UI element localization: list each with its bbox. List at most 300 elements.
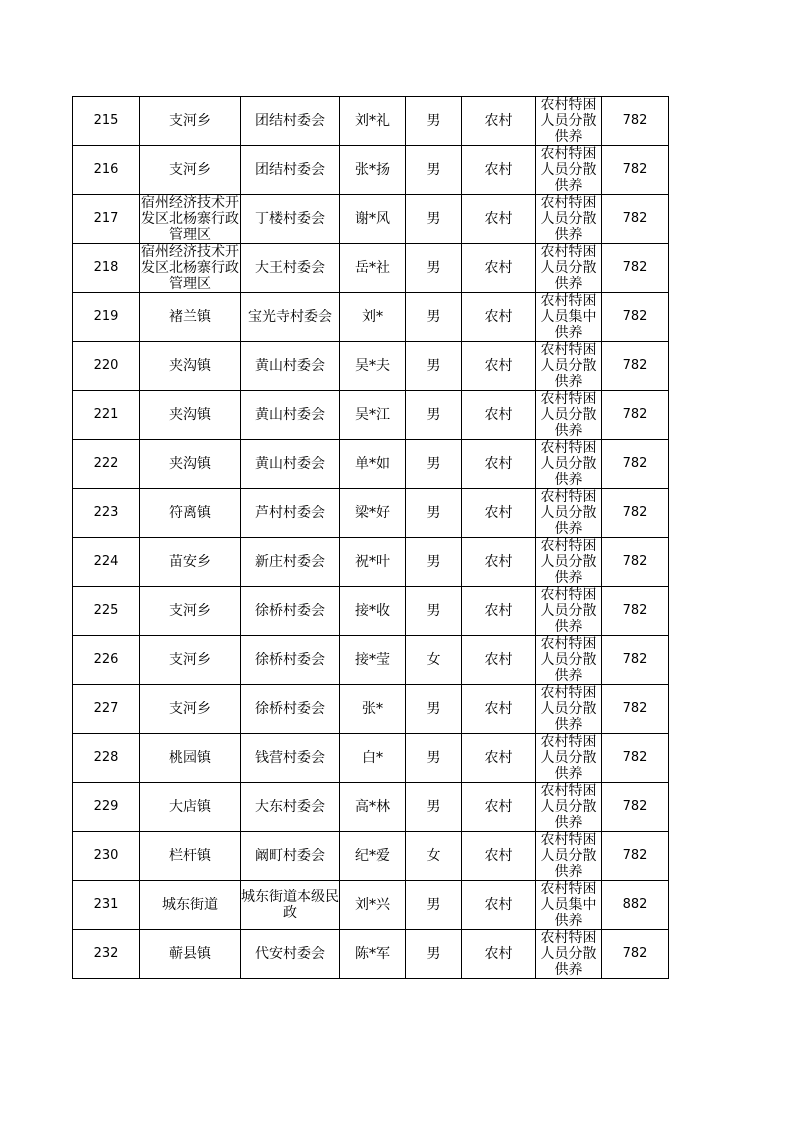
person-name-cell: [340, 440, 406, 489]
residence-type-cell-text: 农村: [484, 113, 513, 129]
gender-cell-text: 男: [426, 750, 441, 766]
village-committee-cell: [241, 293, 340, 342]
serial-number-cell-text: 221: [93, 407, 119, 422]
support-category-cell-text: 农村特困人员集中供养: [540, 293, 597, 341]
support-category-cell: [536, 783, 602, 832]
amount-cell: [602, 97, 669, 146]
support-category-cell-text: 农村特困人员分散供养: [540, 489, 597, 537]
person-name-cell-text: 接*收: [355, 603, 390, 619]
village-committee-cell-text: 大王村委会: [255, 260, 325, 276]
township-cell: [140, 195, 241, 244]
village-committee-cell: [241, 685, 340, 734]
amount-cell: [602, 146, 669, 195]
gender-cell: [406, 342, 462, 391]
serial-number-cell: [73, 685, 140, 734]
residence-type-cell: [462, 342, 536, 391]
amount-cell: [602, 881, 669, 930]
gender-cell: [406, 832, 462, 881]
serial-number-cell-text: 220: [93, 358, 119, 373]
serial-number-cell-text: 222: [93, 456, 119, 471]
village-committee-cell-text: 新庄村委会: [255, 554, 325, 570]
person-name-cell: [340, 146, 406, 195]
support-category-cell: [536, 636, 602, 685]
serial-number-cell-text: 230: [93, 848, 119, 863]
amount-cell: [602, 636, 669, 685]
village-committee-cell: [241, 636, 340, 685]
support-category-cell-text: 农村特困人员分散供养: [540, 342, 597, 390]
support-category-cell: [536, 734, 602, 783]
township-cell-text: 支河乡: [169, 701, 211, 717]
gender-cell-text: 男: [426, 505, 441, 521]
person-name-cell: [340, 734, 406, 783]
gender-cell: [406, 391, 462, 440]
village-committee-cell: [241, 832, 340, 881]
township-cell: [140, 391, 241, 440]
serial-number-cell-text: 229: [93, 799, 119, 814]
gender-cell: [406, 538, 462, 587]
table-row: [73, 636, 669, 685]
township-cell: [140, 636, 241, 685]
gender-cell-text: 男: [426, 162, 441, 178]
township-cell: [140, 881, 241, 930]
residence-type-cell-text: 农村: [484, 309, 513, 325]
person-name-cell: [340, 538, 406, 587]
serial-number-cell-text: 224: [93, 554, 119, 569]
amount-cell: [602, 685, 669, 734]
serial-number-cell-text: 216: [93, 162, 119, 177]
residence-type-cell: [462, 440, 536, 489]
support-category-cell-text: 农村特困人员分散供养: [540, 146, 597, 194]
village-committee-cell-text: 徐桥村委会: [255, 603, 325, 619]
serial-number-cell: [73, 881, 140, 930]
support-category-cell: [536, 881, 602, 930]
village-committee-cell: [241, 783, 340, 832]
residence-type-cell-text: 农村: [484, 652, 513, 668]
support-category-cell-text: 农村特困人员分散供养: [540, 832, 597, 880]
amount-cell: [602, 342, 669, 391]
township-cell-text: 栏杆镇: [169, 848, 211, 864]
person-name-cell: [340, 244, 406, 293]
township-cell: [140, 97, 241, 146]
gender-cell: [406, 293, 462, 342]
village-committee-cell: [241, 734, 340, 783]
residence-type-cell: [462, 293, 536, 342]
support-category-cell-text: 农村特困人员分散供养: [540, 97, 597, 145]
person-name-cell: [340, 195, 406, 244]
gender-cell: [406, 881, 462, 930]
person-name-cell: [340, 783, 406, 832]
support-category-cell-text: 农村特困人员分散供养: [540, 195, 597, 243]
township-cell: [140, 587, 241, 636]
support-category-cell: [536, 930, 602, 979]
amount-cell-text: 782: [622, 260, 648, 275]
serial-number-cell: [73, 636, 140, 685]
gender-cell-text: 男: [426, 603, 441, 619]
serial-number-cell-text: 223: [93, 505, 119, 520]
township-cell-text: 城东街道: [162, 897, 218, 913]
serial-number-cell-text: 217: [93, 211, 119, 226]
township-cell: [140, 244, 241, 293]
village-committee-cell: [241, 195, 340, 244]
support-category-cell: [536, 195, 602, 244]
serial-number-cell-text: 232: [93, 946, 119, 961]
table-row: [73, 293, 669, 342]
gender-cell-text: 男: [426, 113, 441, 129]
residence-type-cell-text: 农村: [484, 162, 513, 178]
township-cell: [140, 538, 241, 587]
person-name-cell-text: 吴*夫: [355, 358, 390, 374]
person-name-cell-text: 陈*军: [355, 946, 390, 962]
township-cell-text: 蕲县镇: [169, 946, 211, 962]
village-committee-cell-text: 阚町村委会: [255, 848, 325, 864]
gender-cell: [406, 930, 462, 979]
table-row: [73, 342, 669, 391]
amount-cell-text: 782: [622, 652, 648, 667]
person-name-cell: [340, 636, 406, 685]
village-committee-cell-text: 宝光寺村委会: [248, 309, 332, 325]
residence-type-cell-text: 农村: [484, 848, 513, 864]
serial-number-cell: [73, 930, 140, 979]
amount-cell-text: 782: [622, 211, 648, 226]
residence-type-cell-text: 农村: [484, 750, 513, 766]
support-category-cell-text: 农村特困人员分散供养: [540, 734, 597, 782]
residence-type-cell-text: 农村: [484, 407, 513, 423]
village-committee-cell-text: 钱营村委会: [255, 750, 325, 766]
gender-cell-text: 男: [426, 701, 441, 717]
support-category-cell-text: 农村特困人员分散供养: [540, 685, 597, 733]
amount-cell-text: 782: [622, 456, 648, 471]
amount-cell: [602, 734, 669, 783]
support-category-cell-text: 农村特困人员分散供养: [540, 440, 597, 488]
amount-cell-text: 782: [622, 309, 648, 324]
serial-number-cell-text: 228: [93, 750, 119, 765]
township-cell-text: 支河乡: [169, 113, 211, 129]
person-name-cell-text: 纪*爱: [355, 848, 390, 864]
residence-type-cell-text: 农村: [484, 799, 513, 815]
support-category-cell: [536, 587, 602, 636]
township-cell-text: 桃园镇: [169, 750, 211, 766]
person-name-cell: [340, 391, 406, 440]
residence-type-cell-text: 农村: [484, 701, 513, 717]
amount-cell-text: 782: [622, 162, 648, 177]
township-cell-text: 夹沟镇: [169, 407, 211, 423]
support-category-cell-text: 农村特困人员集中供养: [540, 881, 597, 929]
table-row: [73, 832, 669, 881]
serial-number-cell: [73, 832, 140, 881]
amount-cell-text: 782: [622, 848, 648, 863]
township-cell: [140, 783, 241, 832]
village-committee-cell-text: 黄山村委会: [255, 407, 325, 423]
residence-type-cell-text: 农村: [484, 358, 513, 374]
table-body: [73, 97, 669, 979]
residence-type-cell-text: 农村: [484, 456, 513, 472]
gender-cell-text: 男: [426, 260, 441, 276]
serial-number-cell: [73, 146, 140, 195]
residence-type-cell: [462, 146, 536, 195]
residence-type-cell-text: 农村: [484, 260, 513, 276]
township-cell: [140, 832, 241, 881]
township-cell-text: 宿州经济技术开发区北杨寨行政管理区: [141, 195, 239, 243]
serial-number-cell-text: 219: [93, 309, 119, 324]
support-category-cell-text: 农村特困人员分散供养: [540, 930, 597, 978]
residence-type-cell: [462, 244, 536, 293]
gender-cell: [406, 146, 462, 195]
village-committee-cell: [241, 244, 340, 293]
table-row: [73, 685, 669, 734]
serial-number-cell: [73, 440, 140, 489]
person-name-cell-text: 刘*礼: [355, 113, 390, 129]
support-category-cell-text: 农村特困人员分散供养: [540, 244, 597, 292]
person-name-cell-text: 张*扬: [355, 162, 390, 178]
village-committee-cell-text: 黄山村委会: [255, 456, 325, 472]
gender-cell: [406, 195, 462, 244]
table-row: [73, 881, 669, 930]
amount-cell-text: 782: [622, 750, 648, 765]
support-category-cell: [536, 146, 602, 195]
person-name-cell-text: 岳*社: [355, 260, 390, 276]
gender-cell: [406, 685, 462, 734]
support-category-cell-text: 农村特困人员分散供养: [540, 783, 597, 831]
gender-cell: [406, 489, 462, 538]
village-committee-cell-text: 团结村委会: [255, 162, 325, 178]
table-row: [73, 783, 669, 832]
serial-number-cell: [73, 293, 140, 342]
residence-type-cell: [462, 783, 536, 832]
village-committee-cell: [241, 489, 340, 538]
township-cell: [140, 342, 241, 391]
gender-cell-text: 男: [426, 407, 441, 423]
serial-number-cell-text: 226: [93, 652, 119, 667]
residence-type-cell: [462, 587, 536, 636]
village-committee-cell: [241, 587, 340, 636]
village-committee-cell-text: 芦村村委会: [255, 505, 325, 521]
gender-cell-text: 男: [426, 554, 441, 570]
amount-cell: [602, 244, 669, 293]
table-row: [73, 244, 669, 293]
person-name-cell: [340, 97, 406, 146]
residence-type-cell-text: 农村: [484, 554, 513, 570]
amount-cell-text: 782: [622, 407, 648, 422]
serial-number-cell: [73, 97, 140, 146]
amount-cell: [602, 538, 669, 587]
gender-cell: [406, 244, 462, 293]
village-committee-cell: [241, 342, 340, 391]
serial-number-cell: [73, 342, 140, 391]
table-row: [73, 440, 669, 489]
support-category-cell-text: 农村特困人员分散供养: [540, 538, 597, 586]
support-category-cell: [536, 244, 602, 293]
gender-cell: [406, 734, 462, 783]
serial-number-cell-text: 231: [93, 897, 119, 912]
village-committee-cell: [241, 930, 340, 979]
serial-number-cell-text: 218: [93, 260, 119, 275]
serial-number-cell: [73, 734, 140, 783]
residence-type-cell: [462, 391, 536, 440]
amount-cell-text: 782: [622, 799, 648, 814]
support-category-cell: [536, 489, 602, 538]
relief-roster-table: [72, 96, 669, 979]
residence-type-cell: [462, 195, 536, 244]
support-category-cell-text: 农村特困人员分散供养: [540, 587, 597, 635]
residence-type-cell: [462, 685, 536, 734]
table-row: [73, 195, 669, 244]
person-name-cell-text: 刘*兴: [355, 897, 390, 913]
person-name-cell-text: 单*如: [355, 456, 390, 472]
residence-type-cell-text: 农村: [484, 897, 513, 913]
serial-number-cell: [73, 244, 140, 293]
serial-number-cell-text: 227: [93, 701, 119, 716]
table-row: [73, 734, 669, 783]
residence-type-cell-text: 农村: [484, 211, 513, 227]
table-row: [73, 146, 669, 195]
person-name-cell: [340, 685, 406, 734]
residence-type-cell-text: 农村: [484, 946, 513, 962]
amount-cell: [602, 587, 669, 636]
amount-cell-text: 782: [622, 505, 648, 520]
gender-cell: [406, 783, 462, 832]
amount-cell-text: 782: [622, 946, 648, 961]
village-committee-cell-text: 黄山村委会: [255, 358, 325, 374]
township-cell-text: 大店镇: [169, 799, 211, 815]
support-category-cell: [536, 342, 602, 391]
township-cell: [140, 685, 241, 734]
person-name-cell-text: 祝*叶: [355, 554, 390, 570]
gender-cell-text: 女: [426, 848, 441, 864]
township-cell-text: 支河乡: [169, 603, 211, 619]
village-committee-cell: [241, 881, 340, 930]
township-cell-text: 夹沟镇: [169, 358, 211, 374]
support-category-cell: [536, 538, 602, 587]
amount-cell: [602, 293, 669, 342]
support-category-cell: [536, 685, 602, 734]
person-name-cell: [340, 293, 406, 342]
support-category-cell: [536, 293, 602, 342]
amount-cell: [602, 489, 669, 538]
township-cell-text: 夹沟镇: [169, 456, 211, 472]
person-name-cell-text: 谢*风: [355, 211, 390, 227]
amount-cell: [602, 440, 669, 489]
table-row: [73, 97, 669, 146]
township-cell: [140, 489, 241, 538]
serial-number-cell: [73, 391, 140, 440]
township-cell: [140, 293, 241, 342]
amount-cell-text: 782: [622, 603, 648, 618]
gender-cell: [406, 440, 462, 489]
serial-number-cell: [73, 195, 140, 244]
person-name-cell-text: 高*林: [355, 799, 390, 815]
residence-type-cell-text: 农村: [484, 505, 513, 521]
township-cell-text: 苗安乡: [169, 554, 211, 570]
amount-cell-text: 882: [622, 897, 648, 912]
residence-type-cell: [462, 489, 536, 538]
gender-cell-text: 男: [426, 309, 441, 325]
village-committee-cell-text: 城东街道本级民政: [241, 889, 339, 921]
table-row: [73, 930, 669, 979]
person-name-cell: [340, 587, 406, 636]
residence-type-cell: [462, 97, 536, 146]
person-name-cell: [340, 832, 406, 881]
serial-number-cell-text: 225: [93, 603, 119, 618]
person-name-cell-text: 张*: [362, 701, 383, 717]
residence-type-cell: [462, 881, 536, 930]
township-cell-text: 支河乡: [169, 652, 211, 668]
amount-cell-text: 782: [622, 358, 648, 373]
table-row: [73, 587, 669, 636]
amount-cell: [602, 832, 669, 881]
residence-type-cell-text: 农村: [484, 603, 513, 619]
residence-type-cell: [462, 832, 536, 881]
village-committee-cell: [241, 97, 340, 146]
township-cell-text: 宿州经济技术开发区北杨寨行政管理区: [141, 244, 239, 292]
residence-type-cell: [462, 538, 536, 587]
gender-cell-text: 男: [426, 946, 441, 962]
amount-cell: [602, 391, 669, 440]
village-committee-cell-text: 丁楼村委会: [255, 211, 325, 227]
township-cell: [140, 734, 241, 783]
village-committee-cell-text: 代安村委会: [255, 946, 325, 962]
township-cell-text: 符离镇: [169, 505, 211, 521]
serial-number-cell: [73, 538, 140, 587]
township-cell: [140, 930, 241, 979]
serial-number-cell: [73, 489, 140, 538]
township-cell-text: 褚兰镇: [169, 309, 211, 325]
serial-number-cell: [73, 783, 140, 832]
gender-cell: [406, 587, 462, 636]
village-committee-cell-text: 徐桥村委会: [255, 652, 325, 668]
person-name-cell: [340, 930, 406, 979]
person-name-cell: [340, 881, 406, 930]
amount-cell: [602, 195, 669, 244]
person-name-cell-text: 白*: [362, 750, 383, 766]
village-committee-cell: [241, 391, 340, 440]
serial-number-cell-text: 215: [93, 113, 119, 128]
support-category-cell: [536, 440, 602, 489]
table-row: [73, 391, 669, 440]
person-name-cell-text: 接*莹: [355, 652, 390, 668]
person-name-cell-text: 刘*: [362, 309, 383, 325]
village-committee-cell-text: 徐桥村委会: [255, 701, 325, 717]
support-category-cell: [536, 391, 602, 440]
amount-cell-text: 782: [622, 113, 648, 128]
support-category-cell: [536, 832, 602, 881]
person-name-cell: [340, 489, 406, 538]
person-name-cell-text: 吴*江: [355, 407, 390, 423]
support-category-cell-text: 农村特困人员分散供养: [540, 391, 597, 439]
serial-number-cell: [73, 587, 140, 636]
village-committee-cell: [241, 538, 340, 587]
gender-cell: [406, 636, 462, 685]
village-committee-cell: [241, 146, 340, 195]
residence-type-cell: [462, 930, 536, 979]
residence-type-cell: [462, 734, 536, 783]
table-row: [73, 489, 669, 538]
village-committee-cell-text: 团结村委会: [255, 113, 325, 129]
township-cell: [140, 146, 241, 195]
amount-cell: [602, 930, 669, 979]
gender-cell-text: 男: [426, 897, 441, 913]
residence-type-cell: [462, 636, 536, 685]
table-row: [73, 538, 669, 587]
gender-cell-text: 男: [426, 799, 441, 815]
amount-cell-text: 782: [622, 701, 648, 716]
person-name-cell-text: 梁*好: [355, 505, 390, 521]
amount-cell-text: 782: [622, 554, 648, 569]
township-cell-text: 支河乡: [169, 162, 211, 178]
gender-cell-text: 女: [426, 652, 441, 668]
gender-cell: [406, 97, 462, 146]
gender-cell-text: 男: [426, 211, 441, 227]
support-category-cell: [536, 97, 602, 146]
